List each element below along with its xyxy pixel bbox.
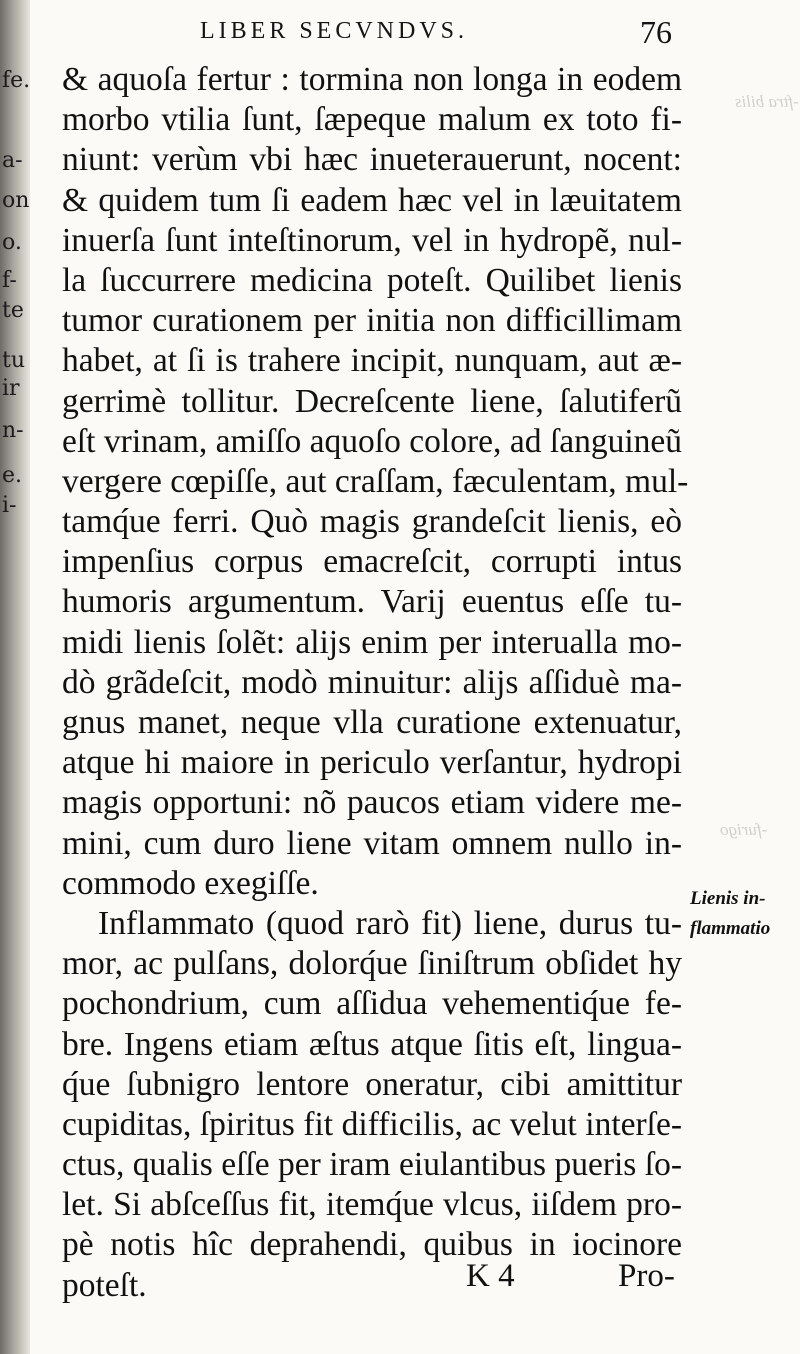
text-line: pè notis hîc deprahendi, quibus in iocinore	[62, 1226, 682, 1264]
text-line: cupiditas, ſpiritus fit difficilis, ac velut interſe-	[62, 1105, 682, 1143]
text-line: gnus manet, neque vlla curatione extenuatur,	[62, 704, 682, 741]
gutter-fragment: te	[2, 298, 24, 323]
text-line: atque hi maiore in periculo verſantur, hydropi	[62, 744, 682, 782]
catchword: Pro-	[618, 1258, 675, 1294]
text-line: tumor curationem per initia non difficillimam	[62, 302, 682, 340]
main-text-block	[62, 60, 689, 1306]
text-line: midi lienis ſolẽt: alijs enim per interualla mo-	[62, 623, 682, 661]
gutter-fragment: e.	[2, 463, 23, 488]
gutter-fragment: o.	[2, 230, 22, 255]
text-line: eſt vrinam, amiſſo aquoſo colore, ad ſanguineũ	[62, 422, 682, 460]
text-line: niunt: verùm vbi hæc inueterauerunt, nocent:	[62, 141, 682, 179]
gutter-fragment: a-	[2, 148, 23, 173]
gutter-fragment: i-	[2, 493, 17, 518]
signature-mark: K 4	[466, 1258, 515, 1294]
text-line: ctus, qualis eſſe per iram eiulantibus pueris ſo-	[62, 1146, 682, 1184]
text-line: commodo exegiſſe.	[62, 864, 319, 902]
text-line: poteſt.	[62, 1266, 147, 1304]
text-line: morbo vtilia ſunt, ſæpeque malum ex toto fi-	[62, 101, 682, 139]
gutter-fragment: tu	[2, 348, 26, 373]
text-line: bre. Ingens etiam æſtus atque ſitis eſt, lingua-	[62, 1025, 682, 1063]
bleed-through-mark: -ftra bilis	[735, 92, 799, 111]
text-line: tamq́ue ferri. Quò magis grandeſcit lienis, eò	[62, 503, 682, 541]
text-line: impenſius corpus emacreſcit, corrupti intus	[62, 543, 682, 581]
gutter-fragment: fe.	[2, 68, 31, 93]
text-line: gerrimè tollitur. Decreſcente liene, ſalutiferũ	[62, 382, 682, 420]
text-line: & aquoſa fertur : tormina non longa in eodem	[62, 61, 682, 98]
text-line: mor, ac pulſans, dolorq́ue ſiniſtrum obſidet hy	[62, 945, 682, 983]
text-line: vergere cœpiſſe, aut craſſam, fæculentam, mul-	[62, 462, 689, 500]
gutter-fragment: on	[2, 188, 30, 213]
text-line: let. Si abſceſſus fit, itemq́ue vlcus, iiſdem pro-	[62, 1186, 682, 1224]
gutter-fragment: f-	[2, 268, 17, 293]
text-line: humoris argumentum. Varij euentus eſſe tu-	[62, 583, 682, 621]
bleed-through-mark: -furigo	[720, 820, 768, 839]
text-line: dò grãdeſcit, modò minuitur: alijs aſſiduè ma-	[62, 663, 682, 701]
text-line: Inflammato (quod rarò fit) liene, durus tu-	[98, 904, 682, 942]
running-head: LIBER SECVNDVS.	[200, 18, 469, 44]
text-line: q́ue ſubnigro lentore oneratur, cibi amittitur	[62, 1065, 682, 1103]
text-line: habet, at ſi is trahere incipit, nunquam, aut æ-	[62, 342, 682, 380]
page-number: 76	[640, 14, 672, 50]
text-line: inuerſa ſunt inteſtinorum, vel in hydropẽ, nul-	[62, 221, 682, 259]
text-line: pochondrium, cum aſſidua vehementiq́ue fe-	[62, 985, 682, 1023]
text-line: mini, cum duro liene vitam omnem nullo in-	[62, 824, 682, 862]
gutter-fragment: n-	[2, 418, 24, 443]
marginal-note-line: Lienis in-	[690, 888, 766, 909]
text-line: la ſuccurrere medicina poteſt. Quilibet lienis	[62, 261, 682, 299]
gutter-fragment: ir	[2, 376, 20, 401]
marginal-note-line: flammatio	[690, 918, 771, 939]
text-line: magis opportuni: nõ paucos etiam videre me-	[62, 784, 682, 822]
marginal-note	[690, 884, 800, 944]
text-line: & quidem tum ſi eadem hæc vel in læuitatem	[62, 181, 682, 219]
